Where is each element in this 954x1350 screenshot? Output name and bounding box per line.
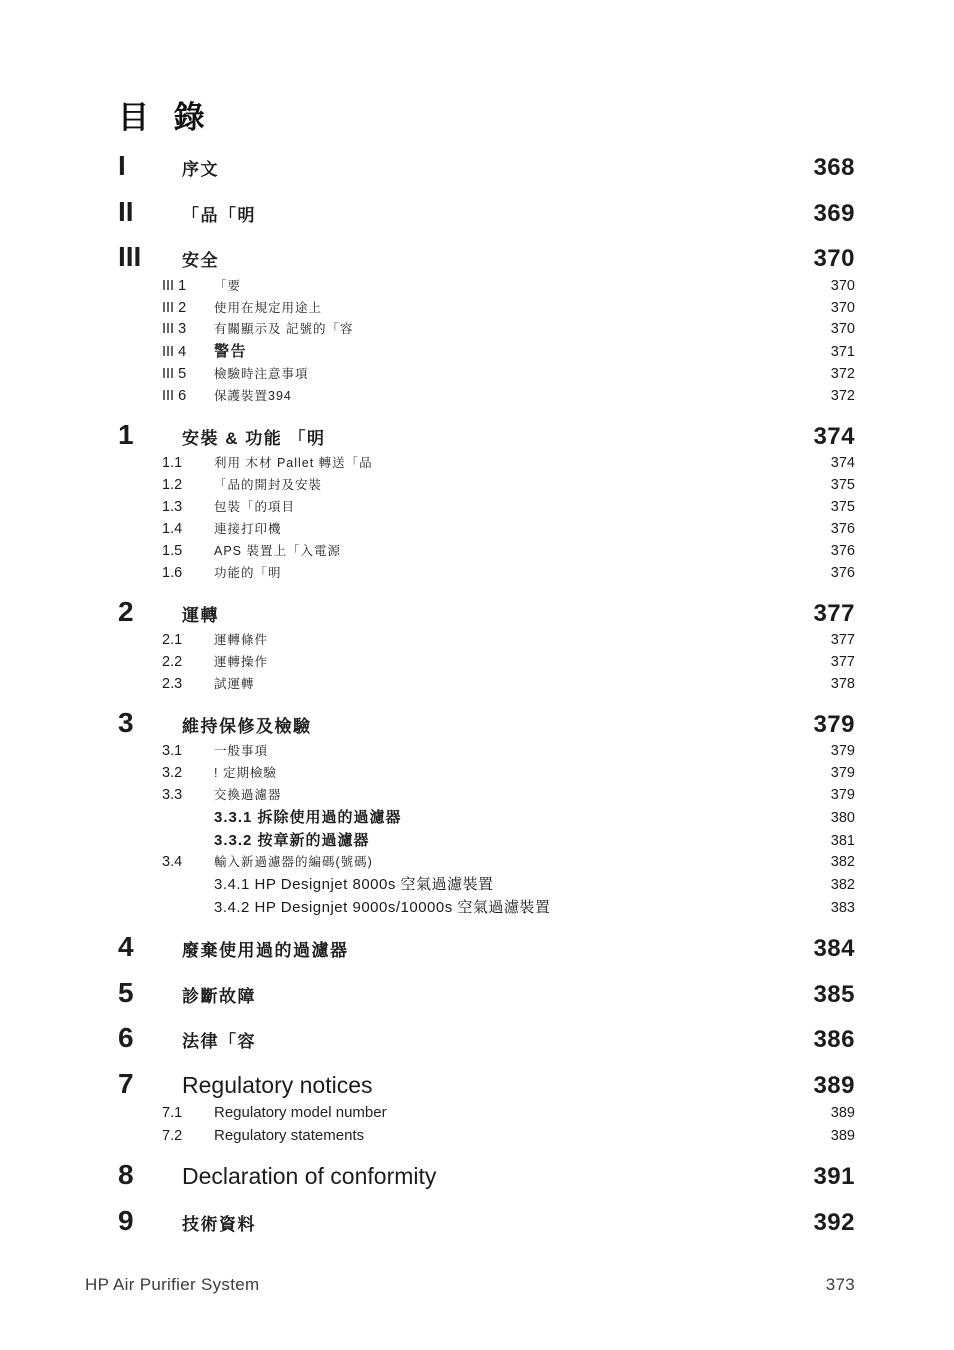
- toc-row: [118, 742, 855, 761]
- toc-page-number: 392: [813, 1208, 855, 1236]
- toc-page-number: 371: [830, 344, 855, 361]
- toc-section-title: Regulatory model number: [214, 1104, 387, 1122]
- toc-section-title: 警告: [214, 343, 248, 361]
- toc-section-title: 「品「明: [182, 205, 256, 225]
- toc-section-entry: [214, 808, 831, 828]
- toc-row: [118, 764, 855, 783]
- toc-row: [118, 149, 855, 183]
- toc-section-title: 「品的開封及安裝: [214, 478, 323, 493]
- toc-row: [118, 195, 855, 229]
- toc-section-title: 一般事項: [214, 744, 269, 759]
- toc-row: [118, 542, 855, 561]
- toc-page-number: 374: [830, 455, 855, 472]
- toc-section-title: 法律「容: [182, 1032, 256, 1052]
- toc-section-entry: [214, 898, 831, 918]
- toc-section-number: 1.4: [162, 520, 183, 537]
- toc-page-number: 377: [830, 632, 855, 649]
- toc-row: [118, 387, 855, 406]
- toc-section-number: 3: [118, 706, 134, 738]
- toc-section-title: 試運轉: [214, 676, 255, 691]
- toc-row: [118, 476, 855, 495]
- toc-row: [118, 1021, 855, 1055]
- toc-section-number: 3.4.2: [214, 899, 250, 917]
- toc-page-number: 384: [813, 934, 855, 962]
- toc-page-number: 370: [813, 245, 855, 273]
- toc-row: [118, 808, 855, 828]
- toc-section-entry: [214, 875, 831, 895]
- toc-section-title: 序文: [182, 160, 219, 179]
- toc-section-number: III 1: [162, 277, 187, 294]
- page-title: 目 錄: [118, 100, 213, 135]
- toc-page-number: 376: [830, 564, 855, 581]
- toc-section-title: 包裝「的項目: [214, 500, 296, 515]
- toc-page-number: 377: [830, 653, 855, 670]
- toc-section-number: 1: [118, 418, 134, 450]
- toc-section-entry: [214, 831, 831, 851]
- toc-row: [118, 786, 855, 805]
- toc-section-number: 2.1: [162, 632, 183, 649]
- toc-section-number: 3.3.1: [214, 808, 253, 826]
- footer-page-number: 373: [825, 1275, 855, 1294]
- toc-page-number: 370: [830, 321, 855, 338]
- toc-section-number: III 6: [162, 388, 187, 404]
- toc-page-number: 380: [830, 809, 855, 826]
- toc-page-number: 370: [830, 299, 855, 316]
- toc-section-title: 「要: [214, 278, 242, 293]
- toc-section-title: 連接打印機: [214, 521, 282, 536]
- toc-section-number: 7.2: [162, 1128, 183, 1145]
- toc-section-title: 使用在規定用途上: [214, 300, 323, 315]
- toc-section-number: 3.4.1: [214, 876, 250, 894]
- toc-page-number: 389: [830, 1105, 855, 1122]
- toc-section-number: 3.4: [162, 854, 183, 871]
- toc-section-title: 保護裝置394: [214, 389, 292, 403]
- toc-section-title: 診斷故障: [182, 986, 256, 1006]
- toc-row: [118, 831, 855, 851]
- toc-section-title: 維持保修及檢驗: [182, 716, 312, 736]
- toc-row: [118, 595, 855, 629]
- toc-page-number: 372: [830, 388, 855, 404]
- toc-section-number: 1.1: [162, 455, 183, 472]
- toc-row: [118, 564, 855, 583]
- toc-section-title: HP Designjet 8000s 空氣過濾裝置: [254, 876, 494, 894]
- toc-section-number: 5: [118, 976, 134, 1008]
- toc-section-number: 1.5: [162, 542, 183, 559]
- toc-section-number: III 4: [162, 344, 187, 361]
- toc-row: [118, 454, 855, 473]
- toc-section-title: 功能的「明: [214, 565, 282, 580]
- toc-section-number: 9: [118, 1204, 134, 1236]
- toc-page-number: 375: [830, 499, 855, 516]
- toc-section-number: I: [118, 150, 126, 181]
- toc-page-number: 377: [813, 599, 855, 627]
- toc-section-title: APS 裝置上「入電源: [214, 543, 341, 558]
- toc-section-number: III: [118, 241, 142, 273]
- toc-section-number: III 5: [162, 366, 187, 383]
- toc-page-number: 382: [830, 854, 855, 871]
- toc-section-number: 1.6: [162, 564, 183, 581]
- toc-row: [118, 898, 855, 918]
- toc-section-title: 運轉操作: [214, 654, 269, 669]
- toc-section-title: 有關顯示及 記號的「容: [214, 322, 354, 337]
- toc-row: [118, 875, 855, 895]
- toc-section-number: 6: [118, 1022, 134, 1054]
- toc-section-number: 2.2: [162, 653, 183, 670]
- toc-row: [118, 1204, 855, 1238]
- toc-page-number: 383: [830, 900, 855, 917]
- toc-page-number: 379: [830, 743, 855, 760]
- toc-page-number: 386: [813, 1026, 855, 1054]
- toc-section-number: 3.1: [162, 743, 183, 760]
- toc-row: [118, 299, 855, 318]
- toc-page-number: 378: [830, 675, 855, 692]
- toc-section-title: Declaration of conformity: [182, 1163, 437, 1190]
- toc-section-title: Regulatory notices: [182, 1071, 373, 1098]
- toc-page-number: 368: [813, 154, 855, 181]
- toc-row: [118, 498, 855, 517]
- toc-section-number: 3.3.2: [214, 831, 253, 849]
- toc-section-title: HP Designjet 9000s/10000s 空氣過濾裝置: [254, 899, 551, 917]
- toc-section-number: 3.2: [162, 765, 183, 782]
- toc-row: [118, 653, 855, 672]
- toc-section-title: 技術資料: [182, 1214, 256, 1234]
- toc-page-number: 379: [813, 710, 855, 738]
- toc-section-number: 1.2: [162, 477, 183, 494]
- toc-section-number: III 2: [162, 299, 187, 316]
- toc-section-title: 交換過濾器: [214, 787, 282, 802]
- toc-row: [118, 277, 855, 296]
- toc-page-number: 379: [830, 786, 855, 803]
- toc-row: [118, 853, 855, 872]
- page-footer: [85, 1275, 855, 1295]
- toc-section-title: 安裝 & 功能 「明: [182, 428, 326, 448]
- toc-row: [118, 1103, 855, 1123]
- toc-row: [118, 240, 855, 274]
- toc-row: [118, 342, 855, 362]
- toc-section-number: 8: [118, 1159, 134, 1191]
- footer-document-name: HP Air Purifier System: [85, 1275, 260, 1294]
- toc-section-title: 拆除使用過的過濾器: [257, 808, 402, 826]
- toc-row: [118, 930, 855, 964]
- toc-page-number: 374: [813, 422, 855, 450]
- toc-row: [118, 675, 855, 694]
- toc-page-number: 391: [813, 1163, 855, 1191]
- toc-section-title: Regulatory statements: [214, 1127, 365, 1145]
- toc-section-title: 檢驗時注意事項: [214, 367, 309, 382]
- toc-section-title: 利用 木材 Pallet 轉送「品: [214, 456, 373, 471]
- toc-page-number: 376: [830, 542, 855, 559]
- toc-page-number: 372: [830, 366, 855, 383]
- toc-section-number: 3.3: [162, 786, 183, 803]
- toc-list: [118, 149, 855, 1237]
- toc-page-number: 370: [830, 277, 855, 294]
- toc-section-title: 廢棄使用過的過濾器: [182, 940, 349, 960]
- toc-section-number: 7: [118, 1067, 134, 1099]
- toc-section-number: 7.1: [162, 1105, 183, 1122]
- toc-row: [118, 1126, 855, 1146]
- toc-row: [118, 365, 855, 384]
- toc-section-number: III 3: [162, 321, 187, 338]
- toc-page-number: 379: [830, 765, 855, 782]
- toc-page-number: 369: [813, 199, 855, 227]
- toc-section-title: 按章新的過濾器: [257, 831, 370, 849]
- toc-section-title: 輸入新過濾器的編碼(號碼): [214, 855, 373, 870]
- toc-section-title: 運轉: [182, 605, 219, 625]
- toc-row: [118, 706, 855, 740]
- toc-page-number: 385: [813, 980, 855, 1008]
- toc-section-number: 4: [118, 930, 134, 962]
- toc-section-number: II: [118, 195, 134, 227]
- toc-page-number: 389: [813, 1071, 855, 1099]
- toc-section-number: 2: [118, 595, 134, 627]
- toc-section-number: 2.3: [162, 675, 183, 692]
- toc-section-title: 安全: [182, 251, 219, 271]
- toc-row: [118, 631, 855, 650]
- toc-page-number: 381: [830, 832, 855, 849]
- toc-row: [118, 320, 855, 339]
- toc-row: [118, 1067, 855, 1101]
- toc-section-number: 1.3: [162, 499, 183, 516]
- toc-row: [118, 1158, 855, 1192]
- toc-page-number: 376: [830, 520, 855, 537]
- toc-page-number: 382: [830, 877, 855, 894]
- toc-section-title: 運轉條件: [214, 633, 269, 648]
- toc-row: [118, 976, 855, 1010]
- toc-row: [118, 520, 855, 539]
- toc-section-title: ! 定期檢驗: [214, 766, 277, 781]
- toc-page-number: 389: [830, 1128, 855, 1145]
- toc-row: [118, 418, 855, 452]
- toc-page-number: 375: [830, 477, 855, 494]
